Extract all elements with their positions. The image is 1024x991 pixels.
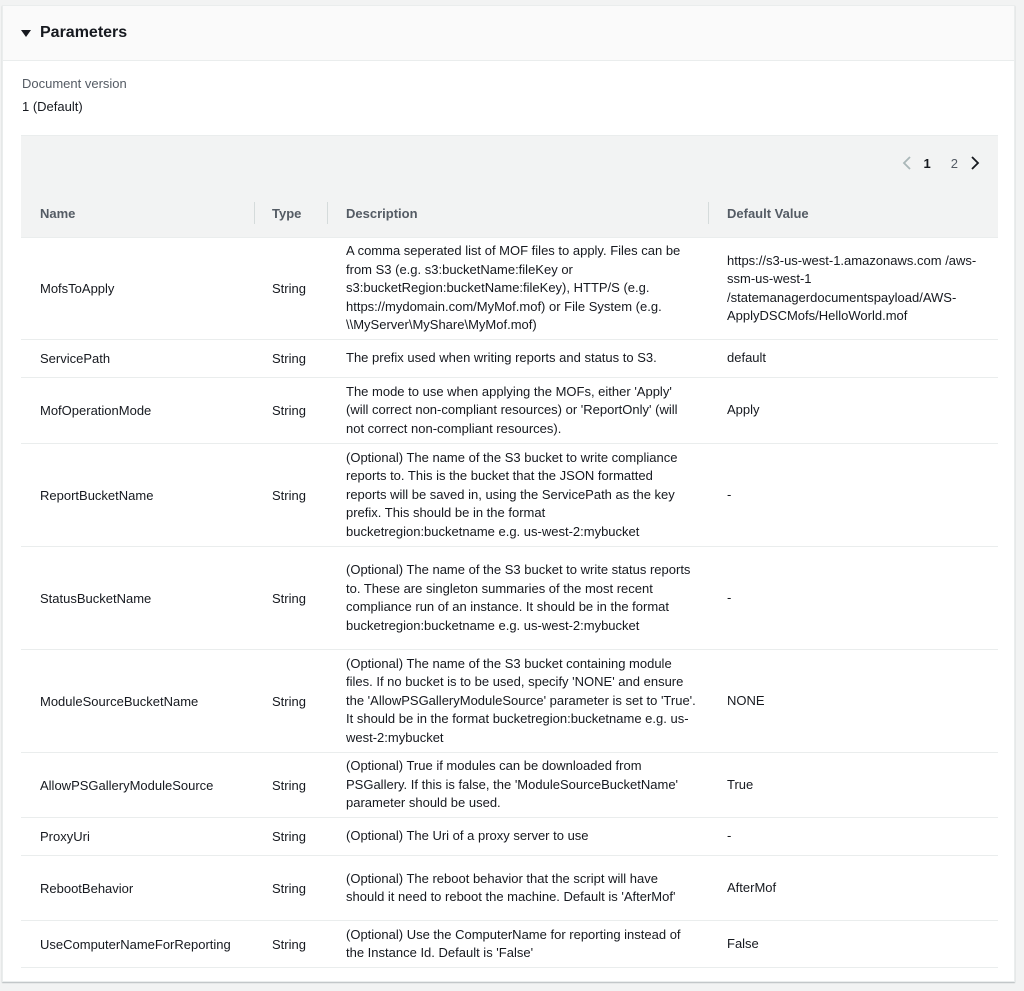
- param-name: MofOperationMode: [40, 403, 152, 418]
- parameters-panel: [2, 5, 1015, 982]
- document-version-label: Document version: [22, 76, 127, 91]
- document-version-value: 1 (Default): [22, 99, 83, 114]
- param-description: (Optional) The name of the S3 bucket containing module files. If no bucket is to be used, specify 'NONE' and ensure the 'AllowPSGalleryModuleSource' parameter is set to 'True'. It should be in the format bucketregion:bucketname e.g. us-west-2:mybucket: [346, 655, 696, 745]
- param-default-value: https://s3-us-west-1.amazonaws.com /aws-ssm-us-west-1 /statemanagerdocumentspayload/AWS-ApplyDSCMofs/HelloWorld.mof: [727, 252, 977, 323]
- param-description: The prefix used when writing reports and status to S3.: [346, 350, 657, 366]
- document-version: [22, 76, 127, 114]
- column-divider: [708, 202, 709, 224]
- table-row: [21, 753, 998, 818]
- table-row: [21, 340, 998, 378]
- column-header-description[interactable]: Description: [346, 206, 418, 221]
- param-type: String: [272, 777, 306, 793]
- param-name: RebootBehavior: [40, 880, 134, 896]
- param-name: AllowPSGalleryModuleSource: [40, 777, 214, 793]
- param-type: String: [272, 403, 306, 418]
- param-default-value: True: [727, 776, 754, 792]
- table-header: [21, 190, 998, 238]
- param-type: String: [272, 880, 306, 896]
- param-description: A comma seperated list of MOF files to apply. Files can be from S3 (e.g. s3:bucketName:fileKey or s3:bucketRegion:bucketName:fileKey), HTTP/S (e.g. https://mydomain.com/MyMof.mof) or File System (e.g. \\MyServer\MyShare\MyMof.mof): [346, 243, 681, 333]
- param-name: ProxyUri: [40, 829, 90, 844]
- param-type: String: [272, 281, 306, 296]
- param-name: MofsToApply: [40, 281, 115, 296]
- caret-down-icon[interactable]: [21, 30, 31, 37]
- param-name: ModuleSourceBucketName: [40, 693, 199, 709]
- param-name: UseComputerNameForReporting: [40, 936, 231, 952]
- param-description: (Optional) True if modules can be downloaded from PSGallery. If this is false, the 'ModuleSourceBucketName' parameter should be used.: [346, 758, 679, 811]
- parameters-table: [21, 135, 998, 967]
- param-default-value: Apply: [727, 402, 760, 418]
- param-type: String: [272, 936, 306, 952]
- param-default-value: -: [727, 589, 732, 605]
- param-type: String: [272, 829, 306, 844]
- param-description: (Optional) The reboot behavior that the script will have should it need to reboot the machine. Default is 'AfterMof': [346, 870, 676, 904]
- table-row: [21, 650, 998, 753]
- param-description: The mode to use when applying the MOFs, either 'Apply' (will correct non-compliant resources) or 'ReportOnly' (will not correct non-compliant resources).: [346, 383, 678, 436]
- column-header-name[interactable]: Name: [40, 206, 76, 221]
- param-description: (Optional) The name of the S3 bucket to write compliance reports to. This is the bucket that the JSON formatted reports will be saved in, using the ServicePath as the key prefix. This should be in the format bucketregion:bucketname e.g. us-west-2:mybucket: [346, 449, 678, 539]
- param-default-value: AfterMof: [727, 879, 777, 895]
- parameters-header-toggle[interactable]: [3, 6, 1014, 61]
- table-row: [21, 378, 998, 444]
- previous-page-icon[interactable]: [900, 156, 914, 170]
- param-default-value: -: [727, 828, 732, 844]
- param-default-value: -: [727, 486, 732, 502]
- column-divider: [327, 202, 328, 224]
- param-default-value: default: [727, 350, 767, 366]
- table-row: [21, 547, 998, 650]
- param-type: String: [272, 487, 306, 503]
- table-row: [21, 444, 998, 547]
- param-default-value: NONE: [727, 692, 765, 708]
- table-row: [21, 818, 998, 856]
- column-header-type[interactable]: Type: [272, 206, 302, 221]
- pagination: [21, 136, 998, 190]
- param-description: (Optional) The Uri of a proxy server to use: [346, 828, 589, 844]
- param-name: ReportBucketName: [40, 487, 154, 503]
- table-row: [21, 921, 998, 968]
- page-1-button[interactable]: 1: [923, 155, 931, 171]
- column-divider: [254, 202, 255, 224]
- column-header-default-value[interactable]: Default Value: [727, 206, 809, 221]
- param-type: String: [272, 693, 306, 709]
- param-type: String: [272, 351, 306, 366]
- table-row: [21, 238, 998, 340]
- param-type: String: [272, 590, 306, 606]
- next-page-icon[interactable]: [968, 156, 982, 170]
- table-row: [21, 856, 998, 921]
- param-name: StatusBucketName: [40, 590, 152, 606]
- param-description: (Optional) The name of the S3 bucket to write status reports to. These are singleton summaries of the most recent compliance run of an instance. It should be in the format bucketregion:bucketname e.g. us-west-2:mybucket: [346, 562, 691, 633]
- param-description: (Optional) Use the ComputerName for reporting instead of the Instance Id. Default is 'False': [346, 926, 681, 960]
- panel-title: Parameters: [40, 24, 128, 41]
- page-2-button[interactable]: 2: [950, 155, 958, 171]
- param-default-value: False: [727, 935, 759, 951]
- param-name: ServicePath: [40, 351, 111, 366]
